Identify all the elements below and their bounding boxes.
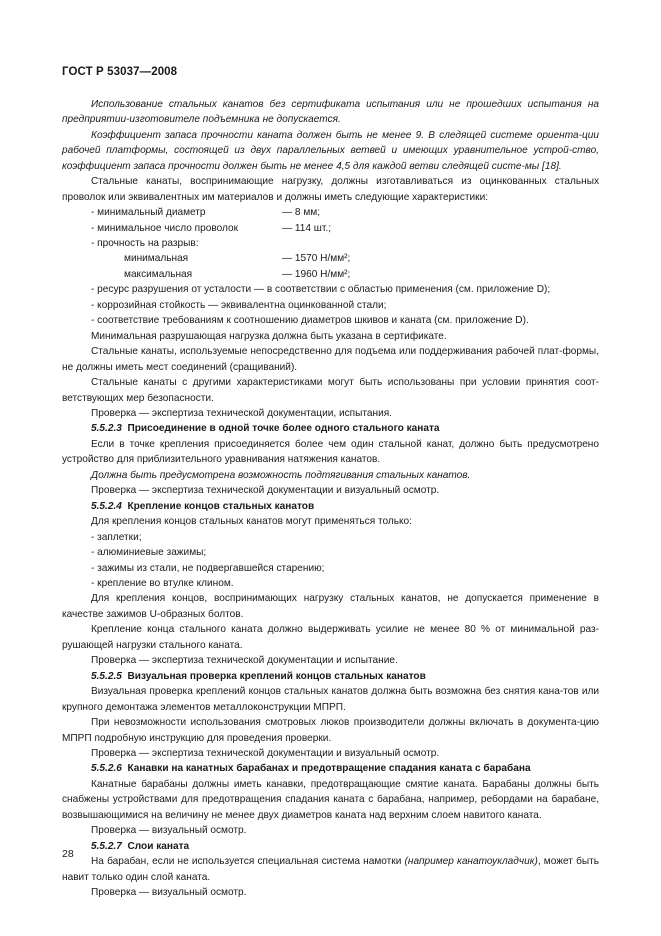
section-heading (62, 499, 599, 514)
section-heading (62, 839, 599, 854)
spec-row (62, 251, 599, 266)
paragraph: Если в точке крепления присоединяется более чем один стальной канат, должно быть предусмотрено устройство для приблизительного уравнивания натяжения канатов. (62, 438, 599, 466)
section-number: 5.5.2.6 (91, 763, 122, 775)
section-number: 5.5.2.3 (91, 423, 122, 435)
paragraph-text: , может быть навит только один слой каната. (62, 856, 599, 883)
paragraph: Визуальная проверка креплений концов стальных канатов должна быть возможна без снятия кана-тов или крупного демонтажа элементов металлоконструкции МПРП. (62, 686, 599, 713)
list-item: - зажимы из стали, не подвергавшейся старению; (91, 562, 325, 574)
verification-note: Проверка — экспертиза технической документации и визуальный осмотр. (91, 485, 440, 497)
paragraph: Коэффициент запаса прочности каната должен быть не менее 9. В следящей системе ориента-ции рабочей платформы, состоящей из двух параллельных ветвей и имеющих уравнительное устрой-ство, коэффициент запаса прочности должен быть не менее 4,5 для каждой ветви следящей систе-мы [18]. (62, 129, 599, 172)
section-heading (62, 761, 599, 776)
list-item: - заплетки; (91, 531, 142, 543)
section-title: Визуальная проверка креплений концов стальных канатов (127, 670, 426, 682)
paragraph: Использование стальных канатов без сертификата испытания или не прошедших испытания на предприятии-изготовителе подъемника не допускается. (62, 99, 599, 126)
spec-label: - минимальное число проволок (91, 222, 238, 234)
spec-label: максимальная (124, 268, 193, 280)
section-number: 5.5.2.5 (91, 670, 122, 682)
spec-value: — 114 шт.; (282, 222, 332, 234)
document-body (62, 97, 599, 900)
paragraph: Должна быть предусмотрена возможность подтягивания стальных канатов. (91, 469, 471, 481)
spec-value: — 8 мм; (282, 207, 320, 219)
paragraph-italic-text: (например канатоукладчик) (404, 856, 538, 868)
list-item: - крепление во втулке клином. (91, 577, 234, 589)
section-heading (62, 669, 599, 684)
page-number: 28 (62, 848, 74, 860)
spec-label: - прочность на разрыв: (91, 238, 199, 250)
spec-row (62, 236, 599, 251)
paragraph: При невозможности использования смотровых люков производители должны включать в документа-цию МПРП подробную инструкцию для проведения проверки. (62, 717, 599, 744)
verification-note: Проверка — экспертиза технической документации и испытание. (91, 655, 398, 667)
paragraph (62, 854, 599, 885)
paragraph: Стальные канаты, используемые непосредственно для подъема или поддерживания рабочей плат-формы, не должны иметь мест соединений (сращиваний). (62, 346, 599, 373)
spec-row (62, 205, 599, 220)
verification-note: Проверка — экспертиза технической документации, испытания. (91, 407, 392, 419)
paragraph: Для крепления концов стальных канатов могут применяться только: (91, 516, 412, 528)
paragraph: Крепление конца стального каната должно выдерживать усилие не менее 80 % от минимальной раз-рушающей нагрузки стального каната. (62, 624, 599, 651)
paragraph: Стальные канаты с другими характеристиками могут быть использованы при условии принятия соот-ветствующих мер безопасности. (62, 377, 599, 404)
list-item: - коррозийная стойкость — эквивалентна оцинкованной стали; (91, 299, 387, 311)
verification-note: Проверка — визуальный осмотр. (91, 825, 247, 837)
spec-row (62, 267, 599, 282)
section-heading (62, 421, 599, 436)
list-item: - алюминиевые зажимы; (91, 547, 207, 559)
paragraph: Минимальная разрушающая нагрузка должна быть указана в сертификате. (91, 330, 447, 342)
verification-note: Проверка — визуальный осмотр. (91, 887, 247, 899)
section-title: Слои каната (127, 840, 190, 852)
verification-note: Проверка — экспертиза технической документации и визуальный осмотр. (91, 747, 440, 759)
section-title: Крепление концов стальных канатов (127, 500, 315, 512)
section-number: 5.5.2.4 (91, 500, 122, 512)
spec-value: — 1570 Н/мм²; (282, 253, 351, 265)
spec-label: минимальная (124, 253, 189, 265)
section-title: Канавки на канатных барабанах и предотвращение спадания каната с барабана (127, 763, 531, 775)
document-header: ГОСТ Р 53037—2008 (62, 66, 178, 78)
section-number: 5.5.2.7 (91, 840, 122, 852)
paragraph-text: На барабан, если не используется специальная система намотки (91, 856, 402, 868)
spec-row (62, 221, 599, 236)
list-item: - ресурс разрушения от усталости — в соответствии с областью применения (см. приложение D); (91, 284, 551, 296)
spec-label: - минимальный диаметр (91, 207, 206, 219)
paragraph: Стальные канаты, воспринимающие нагрузку, должны изготавливаться из оцинкованных стальных проволок или эквивалентных им материалов и должны иметь следующие характеристики: (62, 176, 599, 203)
list-item: - соответствие требованиям к соотношению диаметров шкивов и каната (см. приложение D). (91, 315, 529, 327)
section-title: Присоединение в одной точке более одного стального каната (127, 423, 440, 435)
paragraph: Канатные барабаны должны иметь канавки, предотвращающие смятие каната. Барабаны должны быть снабжены устройствами для предотвращения спадания каната с барабана, например, ребордами на барабане, возвышающимися на величину не менее двух диаметров каната над верхним слоем навитого каната. (62, 778, 599, 821)
spec-value: — 1960 Н/мм²; (282, 268, 351, 280)
paragraph: Для крепления концов, воспринимающих нагрузку стальных канатов, не допускается применение в качестве зажимов U-образных болтов. (62, 593, 599, 620)
